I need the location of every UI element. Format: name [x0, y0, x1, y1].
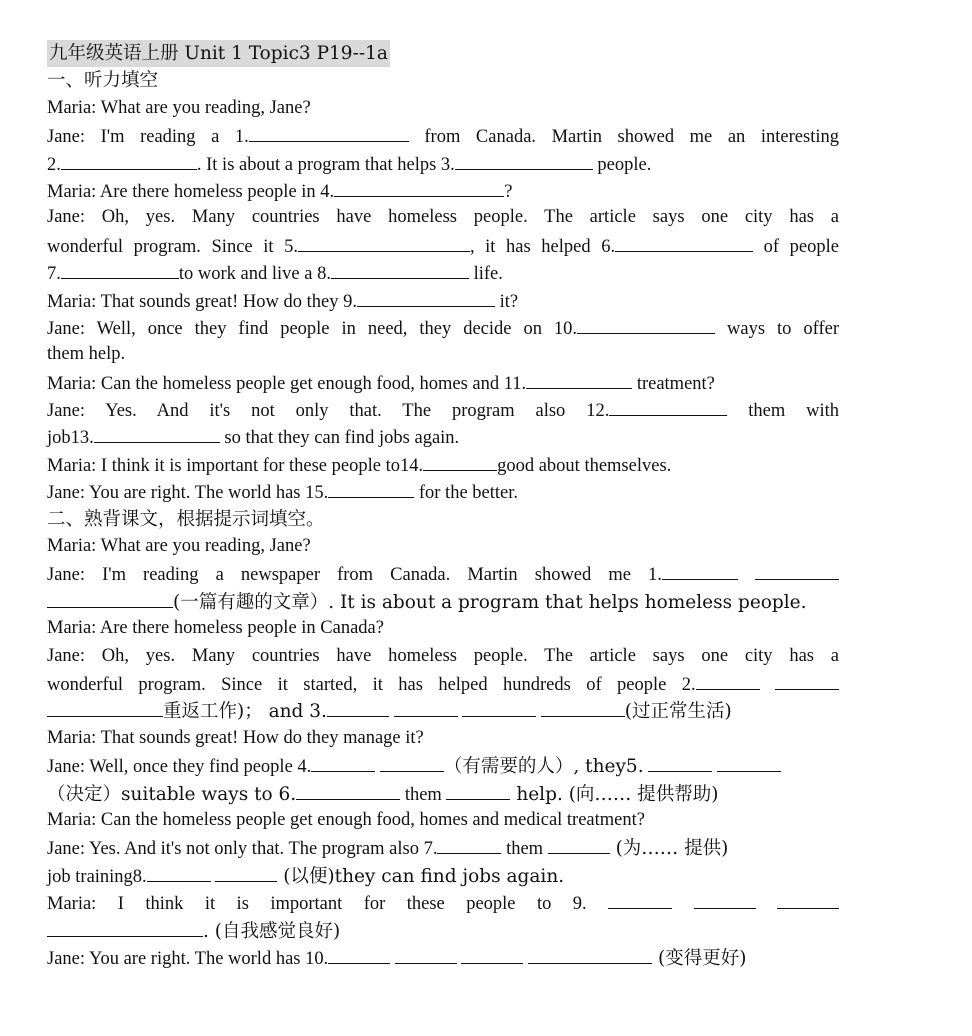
blank-s2-9b[interactable] — [694, 889, 756, 909]
s2-line-13: job training8. (以便)they can find jobs again. — [47, 862, 839, 889]
blank-s2-6b[interactable] — [446, 780, 510, 800]
blank-s2-1c[interactable] — [47, 588, 173, 608]
blank-s2-1b[interactable] — [755, 560, 839, 580]
s1-line-14: Maria: I think it is important for these people to14. good about themselves. — [47, 451, 839, 478]
blank-12[interactable] — [609, 396, 727, 416]
s2-line-5: Jane: Oh, yes. Many countries have homeless people. The article says one city has a — [47, 645, 839, 666]
s2-line-3: (一篇有趣的文章）. It is about a program that helps homeless people. — [47, 588, 839, 615]
blank-5[interactable] — [298, 232, 470, 252]
blank-s2-3c[interactable] — [462, 697, 536, 717]
s1-line-9: Jane: Well, once they find people in need, they decide on 10. ways to offer — [47, 314, 839, 341]
blank-s2-2b[interactable] — [775, 670, 839, 690]
blank-s2-5a[interactable] — [648, 752, 712, 772]
s1-line-13: job13. so that they can find jobs again. — [47, 423, 839, 450]
s1-line-7: 7. to work and live a 8. life. — [47, 259, 839, 286]
blank-s2-3d[interactable] — [541, 697, 625, 717]
blank-s2-4b[interactable] — [380, 752, 444, 772]
blank-s2-7a[interactable] — [437, 834, 501, 854]
s2-line-7: 重返工作)； and 3. (过正常生活) — [47, 697, 839, 724]
blank-15[interactable] — [328, 478, 414, 498]
s1-line-1: Maria: What are you reading, Jane? — [47, 97, 311, 118]
worksheet — [47, 40, 839, 971]
blank-s2-8a[interactable] — [147, 862, 211, 882]
blank-s2-10b[interactable] — [395, 944, 457, 964]
s1-line-6: wonderful program. Since it 5. , it has helped 6. of people — [47, 232, 839, 259]
blank-s2-1a[interactable] — [662, 560, 738, 580]
section1-heading: 一、听力填空 — [47, 70, 159, 92]
blank-s2-4a[interactable] — [311, 752, 375, 772]
blank-s2-7b[interactable] — [548, 834, 610, 854]
blank-s2-3a[interactable] — [327, 697, 389, 717]
s2-line-1: Maria: What are you reading, Jane? — [47, 536, 311, 557]
blank-s2-9a[interactable] — [608, 889, 672, 909]
s1-line-4: Maria: Are there homeless people in 4. ? — [47, 177, 839, 204]
blank-11[interactable] — [526, 369, 632, 389]
blank-s2-9c[interactable] — [777, 889, 839, 909]
blank-2[interactable] — [61, 150, 197, 170]
blank-7[interactable] — [61, 259, 179, 279]
blank-8[interactable] — [331, 259, 469, 279]
s2-line-14: Maria: I think it is important for these people to 9. — [47, 889, 839, 916]
blank-s2-2a[interactable] — [696, 670, 760, 690]
blank-s2-2c[interactable] — [47, 697, 163, 717]
blank-s2-10c[interactable] — [461, 944, 523, 964]
s2-line-6: wonderful program. Since it started, it has helped hundreds of people 2. — [47, 670, 839, 697]
blank-s2-10a[interactable] — [328, 944, 390, 964]
title-line — [47, 40, 839, 67]
blank-13[interactable] — [94, 423, 220, 443]
blank-4[interactable] — [334, 177, 504, 197]
blank-s2-3b[interactable] — [394, 697, 458, 717]
s2-line-4: Maria: Are there homeless people in Canada? — [47, 618, 384, 639]
s2-line-11: Maria: Can the homeless people get enough food, homes and medical treatment? — [47, 809, 645, 830]
s2-line-9: Jane: Well, once they find people 4. （有需要的人）, they5. — [47, 752, 839, 779]
s2-line-12: Jane: Yes. And it's not only that. The program also 7. them (为…… 提供) — [47, 834, 839, 861]
s2-line-2: Jane: I'm reading a newspaper from Canada. Martin showed me 1. — [47, 560, 839, 587]
s1-line-12: Jane: Yes. And it's not only that. The program also 12. them with — [47, 396, 839, 423]
s2-line-15: . (自我感觉良好) — [47, 917, 839, 944]
s1-line-15: Jane: You are right. The world has 15. for the better. — [47, 478, 839, 505]
blank-s2-5b[interactable] — [717, 752, 781, 772]
blank-14[interactable] — [423, 451, 497, 471]
s1-line-11: Maria: Can the homeless people get enough food, homes and 11. treatment? — [47, 369, 839, 396]
s1-line-8: Maria: That sounds great! How do they 9. it? — [47, 287, 839, 314]
section2-heading: 二、熟背课文，根据提示词填空。 — [47, 508, 325, 530]
blank-9[interactable] — [357, 287, 495, 307]
blank-1[interactable] — [249, 122, 409, 142]
blank-s2-8b[interactable] — [215, 862, 277, 882]
s2-line-10: （决定）suitable ways to 6. them help. (向…… 提供帮助) — [47, 780, 839, 807]
blank-s2-9d[interactable] — [47, 917, 203, 937]
s2-line-16: Jane: You are right. The world has 10. (变得更好) — [47, 944, 839, 971]
blank-3[interactable] — [455, 150, 593, 170]
s1-line-3: 2. . It is about a program that helps 3. people. — [47, 150, 839, 177]
blank-6[interactable] — [615, 232, 753, 252]
s1-line-10: them help. — [47, 344, 126, 365]
s1-line-5: Jane: Oh, yes. Many countries have homeless people. The article says one city has a — [47, 207, 839, 228]
s1-line-2: Jane: I'm reading a 1. from Canada. Martin showed me an interesting — [47, 122, 839, 149]
page-title: 九年级英语上册 Unit 1 Topic3 P19--1a — [47, 40, 390, 67]
blank-s2-6a[interactable] — [296, 780, 400, 800]
s2-line-8: Maria: That sounds great! How do they manage it? — [47, 727, 424, 748]
blank-s2-10d[interactable] — [528, 944, 652, 964]
blank-10[interactable] — [577, 314, 715, 334]
